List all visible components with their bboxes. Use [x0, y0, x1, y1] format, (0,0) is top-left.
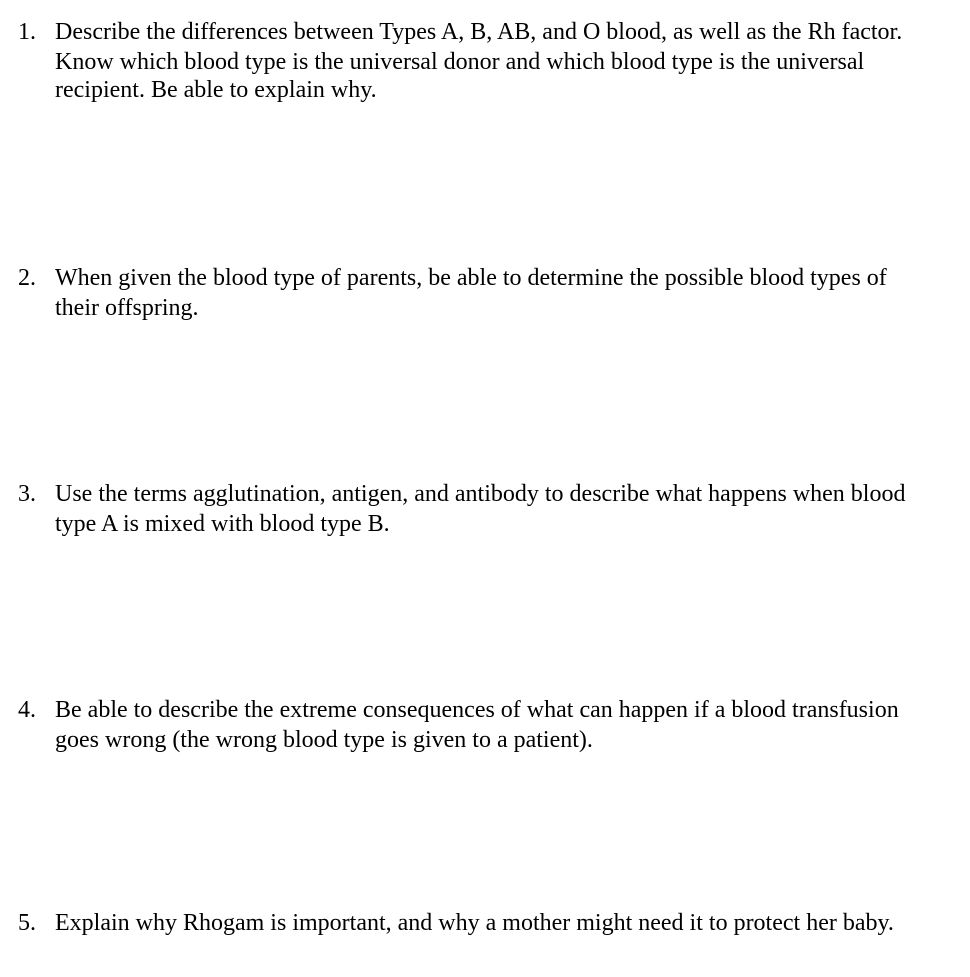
question-line: Know which blood type is the universal donor and which blood type is the universal [55, 49, 865, 75]
question-text [55, 695, 967, 755]
question-line: When given the blood type of parents, be able to determine the possible blood types of [55, 265, 887, 291]
question-line: type A is mixed with blood type B. [55, 511, 390, 537]
question-text [55, 908, 967, 938]
question-line: goes wrong (the wrong blood type is given to a patient). [55, 727, 593, 753]
question-line: Use the terms agglutination, antigen, and antibody to describe what happens when blood [55, 481, 906, 507]
question-line: their offspring. [55, 295, 199, 321]
question-line: recipient. Be able to explain why. [55, 77, 377, 103]
question-number: 1. [18, 19, 36, 45]
question-text [55, 263, 967, 323]
question-text [55, 17, 967, 105]
question-line: Be able to describe the extreme consequences of what can happen if a blood transfusion [55, 697, 899, 723]
question-number: 5. [18, 910, 36, 936]
question-line: Describe the differences between Types A, B, AB, and O blood, as well as the Rh factor. [55, 19, 903, 45]
question-number: 2. [18, 265, 36, 291]
question-line: Explain why Rhogam is important, and why a mother might need it to protect her baby. [55, 910, 894, 936]
question-number: 4. [18, 697, 36, 723]
question-number: 3. [18, 481, 36, 507]
question-text [55, 479, 967, 539]
